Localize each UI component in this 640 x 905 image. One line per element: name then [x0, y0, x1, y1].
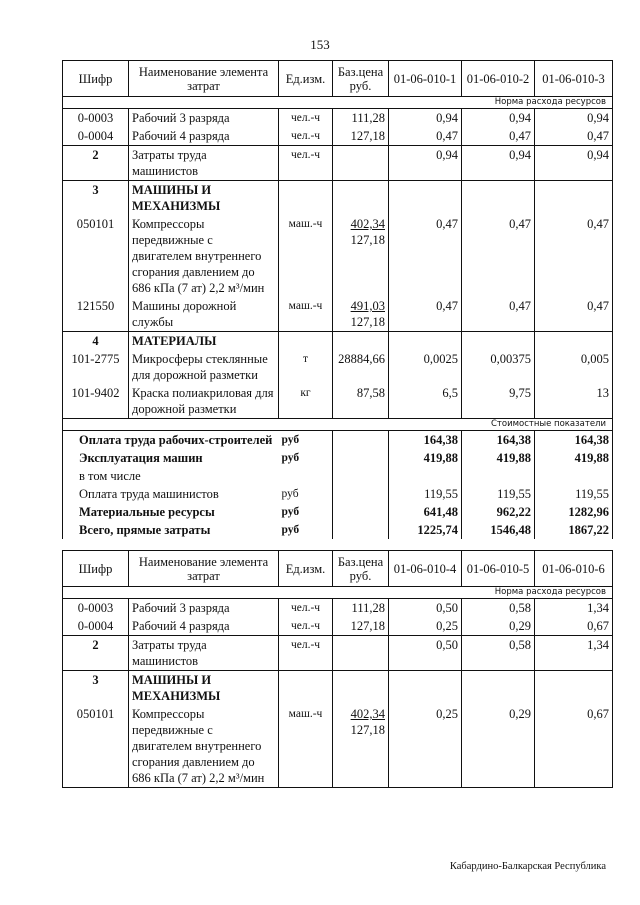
row-unit: чел.-ч — [279, 599, 333, 618]
row-name: Рабочий 3 разряда — [129, 599, 279, 618]
row-name: Рабочий 4 разряда — [129, 127, 279, 146]
row-name: МАШИНЫ И МЕХАНИЗМЫ — [129, 181, 279, 216]
row-unit: чел.-ч — [279, 127, 333, 146]
row-code: 3 — [63, 671, 129, 706]
row-price — [333, 671, 389, 706]
region-footer: Кабардино-Балкарская Республика — [449, 861, 606, 872]
summary-value — [535, 467, 613, 485]
header-unit: Ед.изм. — [279, 61, 333, 97]
row-unit: т — [279, 350, 333, 384]
header-code: Шифр — [63, 551, 129, 587]
summary-value: 119,55 — [535, 485, 613, 503]
row-value: 0,47 — [535, 127, 613, 146]
resource-table-2 — [62, 550, 613, 788]
row-value: 0,58 — [462, 636, 535, 671]
row-price-sub: 127,18 — [350, 315, 385, 329]
summary-value — [462, 467, 535, 485]
row-code: 121550 — [63, 297, 129, 332]
header-column-code: 01-06-010-4 — [389, 551, 462, 587]
norm-label: Норма расхода ресурсов — [63, 587, 613, 599]
row-code: 4 — [63, 332, 129, 351]
row-code: 101-9402 — [63, 384, 129, 419]
row-value — [389, 332, 462, 351]
row-unit: кг — [279, 384, 333, 419]
row-code: 0-0003 — [63, 109, 129, 128]
summary-row — [63, 431, 613, 450]
row-value: 0,0025 — [389, 350, 462, 384]
summary-price-empty — [333, 485, 389, 503]
table-row — [63, 599, 613, 618]
summary-unit: руб — [279, 503, 333, 521]
row-name: МАШИНЫ И МЕХАНИЗМЫ — [129, 671, 279, 706]
cost-label-row — [63, 419, 613, 431]
row-value — [535, 332, 613, 351]
summary-name: в том числе — [63, 467, 279, 485]
row-value — [462, 332, 535, 351]
summary-value: 164,38 — [462, 431, 535, 450]
table-row — [63, 146, 613, 181]
row-value: 6,5 — [389, 384, 462, 419]
row-price-sub: 127,18 — [350, 723, 385, 737]
row-price: 127,18 — [333, 127, 389, 146]
row-value: 0,005 — [535, 350, 613, 384]
row-name: Затраты труда машинистов — [129, 146, 279, 181]
row-value — [389, 671, 462, 706]
row-value: 0,47 — [389, 297, 462, 332]
table-row — [63, 636, 613, 671]
summary-name: Оплата труда рабочих-строителей — [63, 431, 279, 450]
row-value: 0,47 — [389, 215, 462, 297]
row-value: 0,50 — [389, 599, 462, 618]
row-name: Рабочий 4 разряда — [129, 617, 279, 636]
summary-name: Эксплуатация машин — [63, 449, 279, 467]
summary-unit: руб — [279, 521, 333, 539]
table-row — [63, 332, 613, 351]
table-row — [63, 671, 613, 706]
row-value: 0,00375 — [462, 350, 535, 384]
table-row — [63, 705, 613, 788]
table-row — [63, 109, 613, 128]
row-value: 0,25 — [389, 617, 462, 636]
norm-label-row — [63, 97, 613, 109]
row-unit: чел.-ч — [279, 636, 333, 671]
row-value: 0,47 — [535, 215, 613, 297]
row-code: 050101 — [63, 215, 129, 297]
cost-label: Стоимостные показатели — [63, 419, 613, 431]
header-price: Баз.цена руб. — [333, 61, 389, 97]
row-value: 0,94 — [535, 109, 613, 128]
row-value — [462, 671, 535, 706]
row-price: 127,18 — [333, 617, 389, 636]
header-column-code: 01-06-010-5 — [462, 551, 535, 587]
row-code: 3 — [63, 181, 129, 216]
summary-value: 962,22 — [462, 503, 535, 521]
row-price: 491,03 — [350, 299, 385, 313]
row-value: 0,25 — [389, 705, 462, 788]
row-name: Краска полиакриловая для дорожной разметки — [129, 384, 279, 419]
summary-price-empty — [333, 467, 389, 485]
header-unit: Ед.изм. — [279, 551, 333, 587]
row-unit — [279, 671, 333, 706]
row-price — [333, 332, 389, 351]
summary-value: 1867,22 — [535, 521, 613, 539]
table-row — [63, 384, 613, 419]
summary-row — [63, 521, 613, 539]
row-value: 9,75 — [462, 384, 535, 419]
summary-unit: руб — [279, 485, 333, 503]
row-price: 87,58 — [333, 384, 389, 419]
header-code: Шифр — [63, 61, 129, 97]
summary-name: Всего, прямые затраты — [63, 521, 279, 539]
row-name: МАТЕРИАЛЫ — [129, 332, 279, 351]
table-row — [63, 297, 613, 332]
summary-value: 164,38 — [535, 431, 613, 450]
row-value: 1,34 — [535, 636, 613, 671]
table-row — [63, 127, 613, 146]
row-value: 0,94 — [462, 109, 535, 128]
summary-value: 419,88 — [389, 449, 462, 467]
header-name: Наименование элемента затрат — [129, 61, 279, 97]
summary-value — [389, 467, 462, 485]
row-price: 28884,66 — [333, 350, 389, 384]
summary-price-empty — [333, 431, 389, 450]
page-number: 153 — [310, 37, 330, 52]
row-value: 0,67 — [535, 617, 613, 636]
row-value — [462, 181, 535, 216]
row-value: 0,29 — [462, 617, 535, 636]
row-value — [535, 181, 613, 216]
row-price-cell — [333, 215, 389, 297]
row-code: 050101 — [63, 705, 129, 788]
row-price-sub: 127,18 — [350, 233, 385, 247]
summary-value: 419,88 — [535, 449, 613, 467]
summary-row — [63, 503, 613, 521]
row-unit: маш.-ч — [279, 705, 333, 788]
summary-unit — [279, 467, 333, 485]
row-name: Компрессоры передвижные с двигателем внутреннего сгорания давлением до 686 кПа (7 ат) 2,2 м³/мин — [129, 215, 279, 297]
row-price: 402,34 — [350, 217, 385, 231]
row-unit: чел.-ч — [279, 617, 333, 636]
summary-value: 119,55 — [462, 485, 535, 503]
row-value: 0,94 — [389, 109, 462, 128]
row-unit: чел.-ч — [279, 146, 333, 181]
row-value: 0,47 — [535, 297, 613, 332]
norm-label-row — [63, 587, 613, 599]
row-value: 0,94 — [389, 146, 462, 181]
table-row — [63, 181, 613, 216]
row-value: 0,29 — [462, 705, 535, 788]
row-price-cell — [333, 705, 389, 788]
summary-value: 1282,96 — [535, 503, 613, 521]
header-price: Баз.цена руб. — [333, 551, 389, 587]
row-value: 13 — [535, 384, 613, 419]
summary-unit: руб — [279, 431, 333, 450]
table-row — [63, 350, 613, 384]
table-row — [63, 215, 613, 297]
row-value: 0,50 — [389, 636, 462, 671]
summary-value: 1225,74 — [389, 521, 462, 539]
norm-label: Норма расхода ресурсов — [63, 97, 613, 109]
row-unit — [279, 181, 333, 216]
summary-price-empty — [333, 503, 389, 521]
header-column-code: 01-06-010-6 — [535, 551, 613, 587]
row-code: 0-0003 — [63, 599, 129, 618]
summary-name: Оплата труда машинистов — [63, 485, 279, 503]
summary-value: 641,48 — [389, 503, 462, 521]
row-price: 111,28 — [333, 599, 389, 618]
row-price-cell — [333, 297, 389, 332]
row-price — [333, 181, 389, 216]
row-name: Рабочий 3 разряда — [129, 109, 279, 128]
row-code: 0-0004 — [63, 127, 129, 146]
row-code: 2 — [63, 146, 129, 181]
summary-value: 164,38 — [389, 431, 462, 450]
row-unit: маш.-ч — [279, 215, 333, 297]
summary-price-empty — [333, 449, 389, 467]
header-name: Наименование элемента затрат — [129, 551, 279, 587]
row-unit — [279, 332, 333, 351]
row-unit: чел.-ч — [279, 109, 333, 128]
table-row — [63, 617, 613, 636]
row-code: 2 — [63, 636, 129, 671]
resource-table-1 — [62, 60, 613, 539]
row-price: 111,28 — [333, 109, 389, 128]
header-column-code: 01-06-010-2 — [462, 61, 535, 97]
row-name: Микросферы стеклянные для дорожной разметки — [129, 350, 279, 384]
summary-price-empty — [333, 521, 389, 539]
row-value: 0,47 — [462, 215, 535, 297]
summary-value: 119,55 — [389, 485, 462, 503]
header-row — [63, 551, 613, 587]
summary-name: Материальные ресурсы — [63, 503, 279, 521]
summary-value: 419,88 — [462, 449, 535, 467]
row-code: 101-2775 — [63, 350, 129, 384]
summary-value: 1546,48 — [462, 521, 535, 539]
row-value: 0,67 — [535, 705, 613, 788]
row-value: 0,94 — [535, 146, 613, 181]
header-row — [63, 61, 613, 97]
row-code: 0-0004 — [63, 617, 129, 636]
row-name: Затраты труда машинистов — [129, 636, 279, 671]
row-price — [333, 636, 389, 671]
row-value: 0,94 — [462, 146, 535, 181]
row-value: 1,34 — [535, 599, 613, 618]
row-price — [333, 146, 389, 181]
row-unit: маш.-ч — [279, 297, 333, 332]
row-value: 0,47 — [389, 127, 462, 146]
summary-row — [63, 449, 613, 467]
summary-row — [63, 485, 613, 503]
row-price: 402,34 — [350, 707, 385, 721]
row-value: 0,47 — [462, 297, 535, 332]
row-value: 0,47 — [462, 127, 535, 146]
summary-row — [63, 467, 613, 485]
row-value: 0,58 — [462, 599, 535, 618]
row-name: Компрессоры передвижные с двигателем внутреннего сгорания давлением до 686 кПа (7 ат) 2,2 м³/мин — [129, 705, 279, 788]
row-value — [389, 181, 462, 216]
header-column-code: 01-06-010-1 — [389, 61, 462, 97]
row-name: Машины дорожной службы — [129, 297, 279, 332]
header-column-code: 01-06-010-3 — [535, 61, 613, 97]
summary-unit: руб — [279, 449, 333, 467]
row-value — [535, 671, 613, 706]
